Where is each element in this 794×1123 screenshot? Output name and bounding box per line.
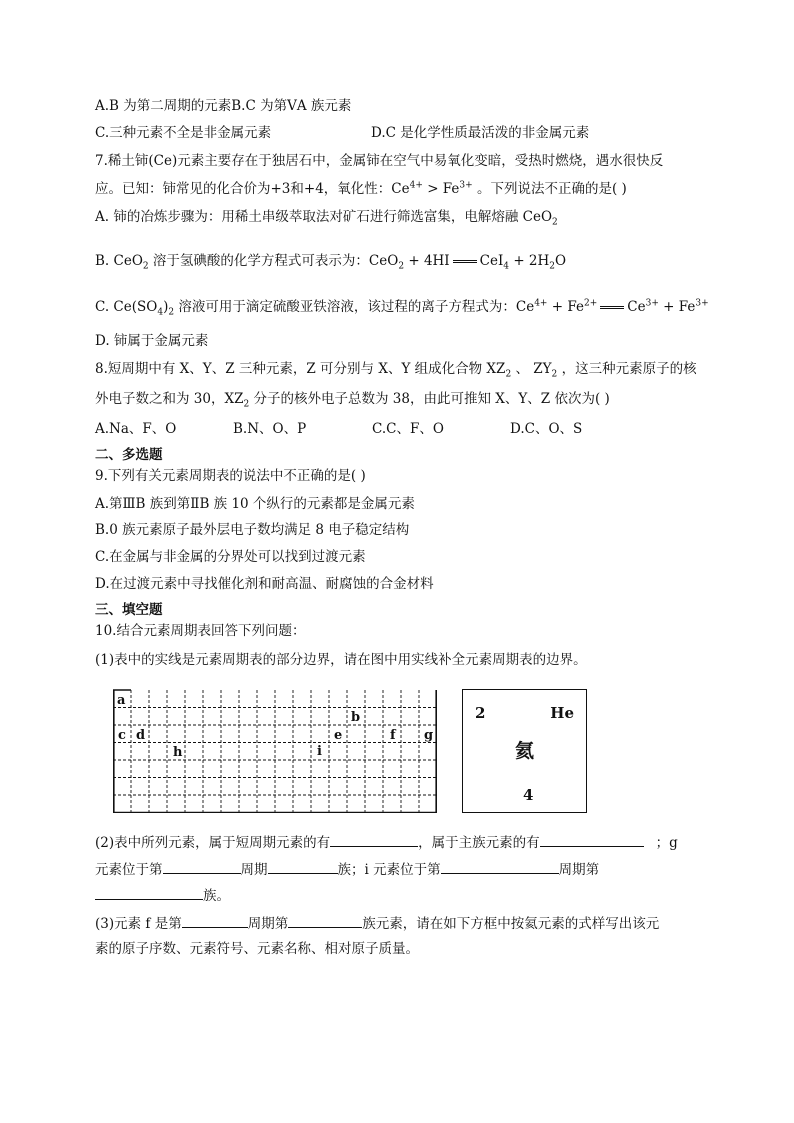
q10-part3-line2: 素的原子序数、元素符号、元素名称、相对原子质量。 bbox=[95, 941, 419, 957]
q7-option-b: B. CeO$_2$ 溶于氢碘酸的化学方程式可表示为：CeO$_2$ + 4HI $CeI_4 + 2H_2O$ bbox=[95, 253, 567, 272]
q8-option-d: D.C、O、S bbox=[510, 421, 583, 437]
answer-blank-f-group[interactable] bbox=[288, 913, 362, 928]
element-label-g: g bbox=[424, 728, 434, 743]
q10-part2-line3: 族。 bbox=[95, 885, 230, 905]
q6-options-ab bbox=[95, 97, 351, 115]
partial-periodic-table bbox=[113, 689, 439, 813]
element-label-c: c bbox=[118, 728, 126, 743]
q7-stem-line2: 应。已知：铈常见的化合价为+3和+4，氧化性：$Ce^{4+} > Fe^{3+}$ 。下列说法不正确的是( ) bbox=[95, 180, 627, 197]
helium-symbol: He bbox=[550, 704, 574, 722]
q6-option-a: A.B 为第二周期的元素 bbox=[95, 98, 232, 114]
equals-bar bbox=[453, 260, 477, 263]
q9-option-d: D.在过渡元素中寻找催化剂和耐高温、耐腐蚀的合金材料 bbox=[95, 576, 434, 592]
answer-blank-i-period[interactable] bbox=[441, 859, 559, 874]
section-heading-fill-in: 三、填空题 bbox=[95, 602, 163, 618]
element-label-a: a bbox=[117, 693, 126, 708]
q8-stem-line1: 8.短周期中有 X、Y、Z 三种元素，Z 可分别与 X、Y 组成化合物 $XZ_2$ 、 $ZY_2$ ，这三种元素原子的核 bbox=[95, 361, 697, 380]
answer-blank-short-period[interactable] bbox=[330, 832, 418, 847]
q8-stem-line2: 外电子数之和为 30，$XZ_2$ 分子的核外电子总数为 38，由此可推知 X、Y、Z 依次为( ) bbox=[95, 391, 610, 410]
q8-option-c: C.C、F、O bbox=[372, 421, 444, 437]
q6-option-d: D.C 是化学性质最活泼的非金属元素 bbox=[371, 125, 590, 141]
answer-blank-i-group[interactable] bbox=[95, 885, 203, 900]
q9-option-c: C.在金属与非金属的分界处可以找到过渡元素 bbox=[95, 549, 366, 565]
q10-part2-line2: 元素位于第 周期 族；i 元素位于第 周期第 bbox=[95, 859, 599, 879]
answer-blank-main-group[interactable] bbox=[540, 832, 644, 847]
equals-bar bbox=[600, 306, 624, 309]
element-label-f: f bbox=[390, 728, 396, 743]
q10-part3-line1: (3)元素 f 是第 周期第 族元素，请在如下方框中按氦元素的式样写出该元 bbox=[95, 913, 659, 933]
q6-option-b: B.C 为第ⅤA 族元素 bbox=[231, 98, 352, 114]
q7-option-c: C. $Ce(SO_4)_2$ 溶液可用于滴定硫酸亚铁溶液，该过程的离子方程式为：$Ce^{4+} + Fe^{2+}$ $Ce^{3+} + Fe^{3+}$ bbox=[95, 298, 709, 318]
helium-atomic-number: 2 bbox=[475, 704, 486, 722]
element-label-b: b bbox=[351, 710, 361, 725]
q10-part1: (1)表中的实线是元素周期表的部分边界，请在图中用实线补全元素周期表的边界。 bbox=[95, 652, 587, 668]
q9-option-a: A.第ⅢB 族到第ⅡB 族 10 个纵行的元素都是金属元素 bbox=[95, 496, 415, 512]
element-label-i: i bbox=[317, 744, 322, 759]
q8-option-b: B.N、O、P bbox=[233, 421, 307, 437]
answer-blank-g-period[interactable] bbox=[163, 859, 241, 874]
q9-stem: 9.下列有关元素周期表的说法中不正确的是( ) bbox=[95, 468, 366, 484]
section-heading-multiple-choice: 二、多选题 bbox=[95, 447, 163, 463]
q7-stem-line1: 7.稀土铈(Ce)元素主要存在于独居石中，金属铈在空气中易氧化变暗，受热时燃烧，遇水很快反 bbox=[95, 153, 664, 169]
helium-sample-box bbox=[462, 689, 587, 813]
q9-option-b: B.0 族元素原子最外层电子数均满足 8 电子稳定结构 bbox=[95, 522, 410, 538]
element-label-h: h bbox=[173, 745, 183, 760]
q8-option-a: A.Na、F、O bbox=[95, 421, 177, 437]
q6-option-c: C.三种元素不全是非金属元素 bbox=[95, 125, 272, 141]
answer-blank-f-period[interactable] bbox=[182, 913, 248, 928]
answer-blank-g-group[interactable] bbox=[268, 859, 338, 874]
element-label-d: d bbox=[136, 728, 146, 743]
q7-option-d: D. 铈属于金属元素 bbox=[95, 333, 209, 349]
q10-stem: 10.结合元素周期表回答下列问题： bbox=[95, 623, 306, 639]
q10-part2-line1: (2)表中所列元素，属于短周期元素的有 ，属于主族元素的有 ；g bbox=[95, 832, 678, 852]
q7-option-a: A. 铈的冶炼步骤为：用稀土串级萃取法对矿石进行筛选富集，电解熔融 CeO$_2$ bbox=[95, 209, 558, 228]
helium-atomic-mass: 4 bbox=[523, 786, 534, 804]
element-label-e: e bbox=[334, 728, 343, 743]
helium-name: 氦 bbox=[515, 740, 535, 762]
